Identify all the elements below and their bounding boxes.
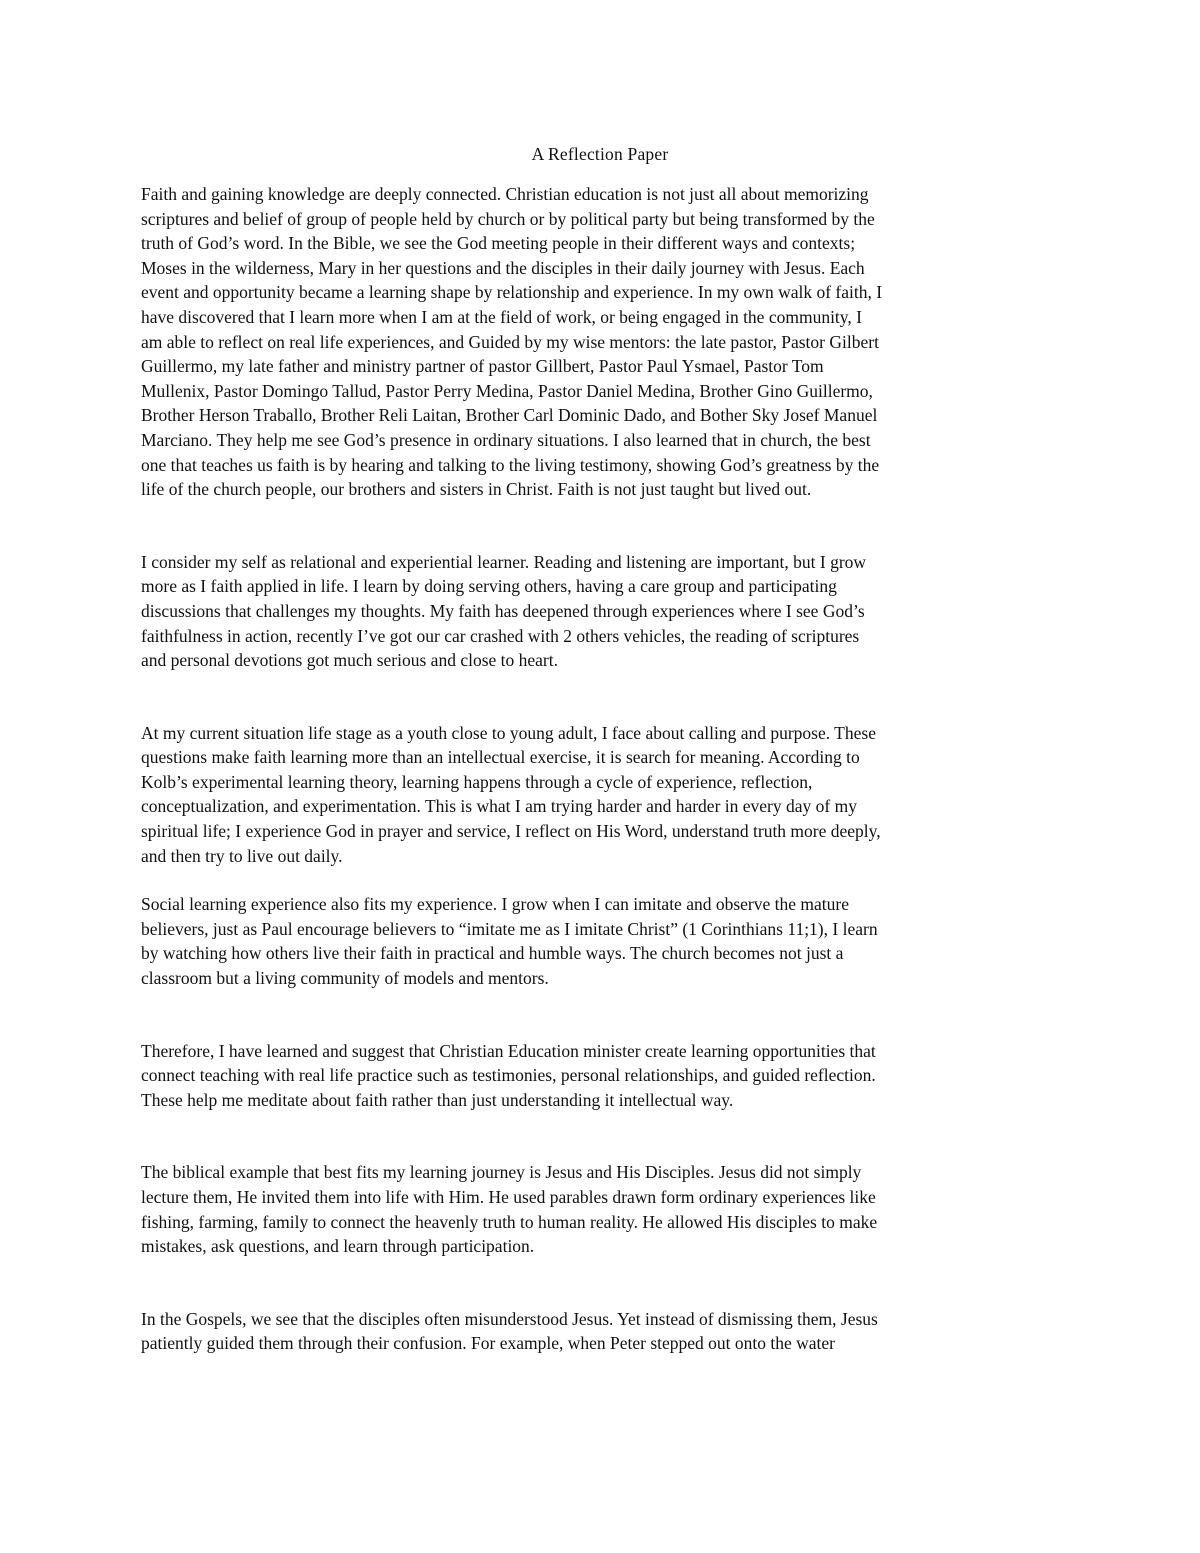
document-title: A Reflection Paper — [531, 144, 669, 164]
text-line: and personal devotions got much serious and close to heart. — [141, 650, 558, 671]
text-line: conceptualization, and experimentation. This is what I am trying harder and harder in every day of my — [141, 796, 857, 817]
text-line: Marciano. They help me see God’s presence in ordinary situations. I also learned that in church, the best — [141, 429, 871, 450]
paragraph-suggestion — [141, 1039, 1066, 1113]
text-line: life of the church people, our brothers and sisters in Christ. Faith is not just taught but lived out. — [141, 479, 812, 500]
text-line: Mullenix, Pastor Domingo Tallud, Pastor Perry Medina, Pastor Daniel Medina, Brother Gino Guillermo, — [141, 380, 873, 401]
text-line: believers, just as Paul encourage believers to “imitate me as I imitate Christ” (1 Corinthians 11;1), I learn — [141, 918, 878, 939]
text-line: and then try to live out daily. — [141, 845, 343, 866]
text-line: have discovered that I learn more when I am at the field of work, or being engaged in the community, I — [141, 306, 862, 327]
text-line: Brother Herson Traballo, Brother Reli Laitan, Brother Carl Dominic Dado, and Bother Sky Josef Manuel — [141, 405, 878, 426]
text-line: At my current situation life stage as a youth close to young adult, I face about calling and purpose. These — [141, 722, 876, 743]
text-line: by watching how others live their faith in practical and humble ways. The church becomes not just a — [141, 943, 844, 964]
text-line: am able to reflect on real life experiences, and Guided by my wise mentors: the late pastor, Pastor Gilbert — [141, 331, 879, 352]
text-line: faithfulness in action, recently I’ve got our car crashed with 2 others vehicles, the reading of scriptures — [141, 625, 860, 646]
paragraph-biblical-example — [141, 1160, 1066, 1258]
text-line: event and opportunity became a learning shape by relationship and experience. In my own walk of faith, I — [141, 282, 883, 303]
text-line: spiritual life; I experience God in prayer and service, I reflect on His Word, understand truth more deeply, — [141, 821, 881, 842]
text-line: Therefore, I have learned and suggest that Christian Education minister create learning opportunities that — [141, 1040, 876, 1061]
text-line: Kolb’s experimental learning theory, learning happens through a cycle of experience, reflection, — [141, 771, 813, 792]
text-line: Guillermo, my late father and ministry partner of pastor Gillbert, Pastor Paul Ysmael, Pastor Tom — [141, 356, 824, 377]
text-line: The biblical example that best fits my learning journey is Jesus and His Disciples. Jesus did not simply — [141, 1162, 862, 1183]
text-line: connect teaching with real life practice such as testimonies, personal relationships, and guided reflection. — [141, 1065, 876, 1086]
text-line: classroom but a living community of models and mentors. — [141, 968, 549, 989]
paragraph-life-stage — [141, 721, 1066, 869]
text-line: lecture them, He invited them into life with Him. He used parables drawn form ordinary experiences like — [141, 1187, 876, 1207]
text-line: one that teaches us faith is by hearing and talking to the living testimony, showing God’s greatness by the — [141, 454, 880, 475]
text-line: discussions that challenges my thoughts. My faith has deepened through experiences where I see God’s — [141, 600, 865, 621]
text-line: more as I faith applied in life. I learn by doing serving others, having a care group and participating — [141, 576, 837, 597]
text-line: I consider my self as relational and experiential learner. Reading and listening are important, but I grow — [141, 551, 867, 572]
paragraph-social-learning — [141, 892, 1066, 990]
paragraph-faith-and-knowledge — [141, 182, 1066, 502]
text-line: mistakes, ask questions, and learn through participation. — [141, 1236, 535, 1257]
text-line: These help me meditate about faith rather than just understanding it intellectual way. — [141, 1089, 734, 1110]
paragraph-gospels — [141, 1307, 1066, 1356]
text-line: Faith and gaining knowledge are deeply connected. Christian education is not just all about memorizing — [141, 184, 869, 204]
text-line: Moses in the wilderness, Mary in her questions and the disciples in their daily journey with Jesus. Each — [141, 257, 865, 278]
text-line: In the Gospels, we see that the disciples often misunderstood Jesus. Yet instead of dismissing them, Jesus — [141, 1308, 878, 1329]
document-body — [141, 182, 1066, 1356]
text-line: scriptures and belief of group of people held by church or by political party but being transformed by the — [141, 208, 875, 229]
text-line: truth of God’s word. In the Bible, we see the God meeting people in their different ways and contexts; — [141, 233, 856, 254]
text-line: questions make faith learning more than an intellectual exercise, it is search for meaning. According to — [141, 747, 860, 768]
text-line: Social learning experience also fits my experience. I grow when I can imitate and observe the mature — [141, 894, 849, 915]
paragraph-learner-type — [141, 550, 1066, 673]
text-line: fishing, farming, family to connect the heavenly truth to human reality. He allowed His disciples to make — [141, 1211, 878, 1232]
text-line: patiently guided them through their confusion. For example, when Peter stepped out onto the water — [141, 1333, 836, 1354]
